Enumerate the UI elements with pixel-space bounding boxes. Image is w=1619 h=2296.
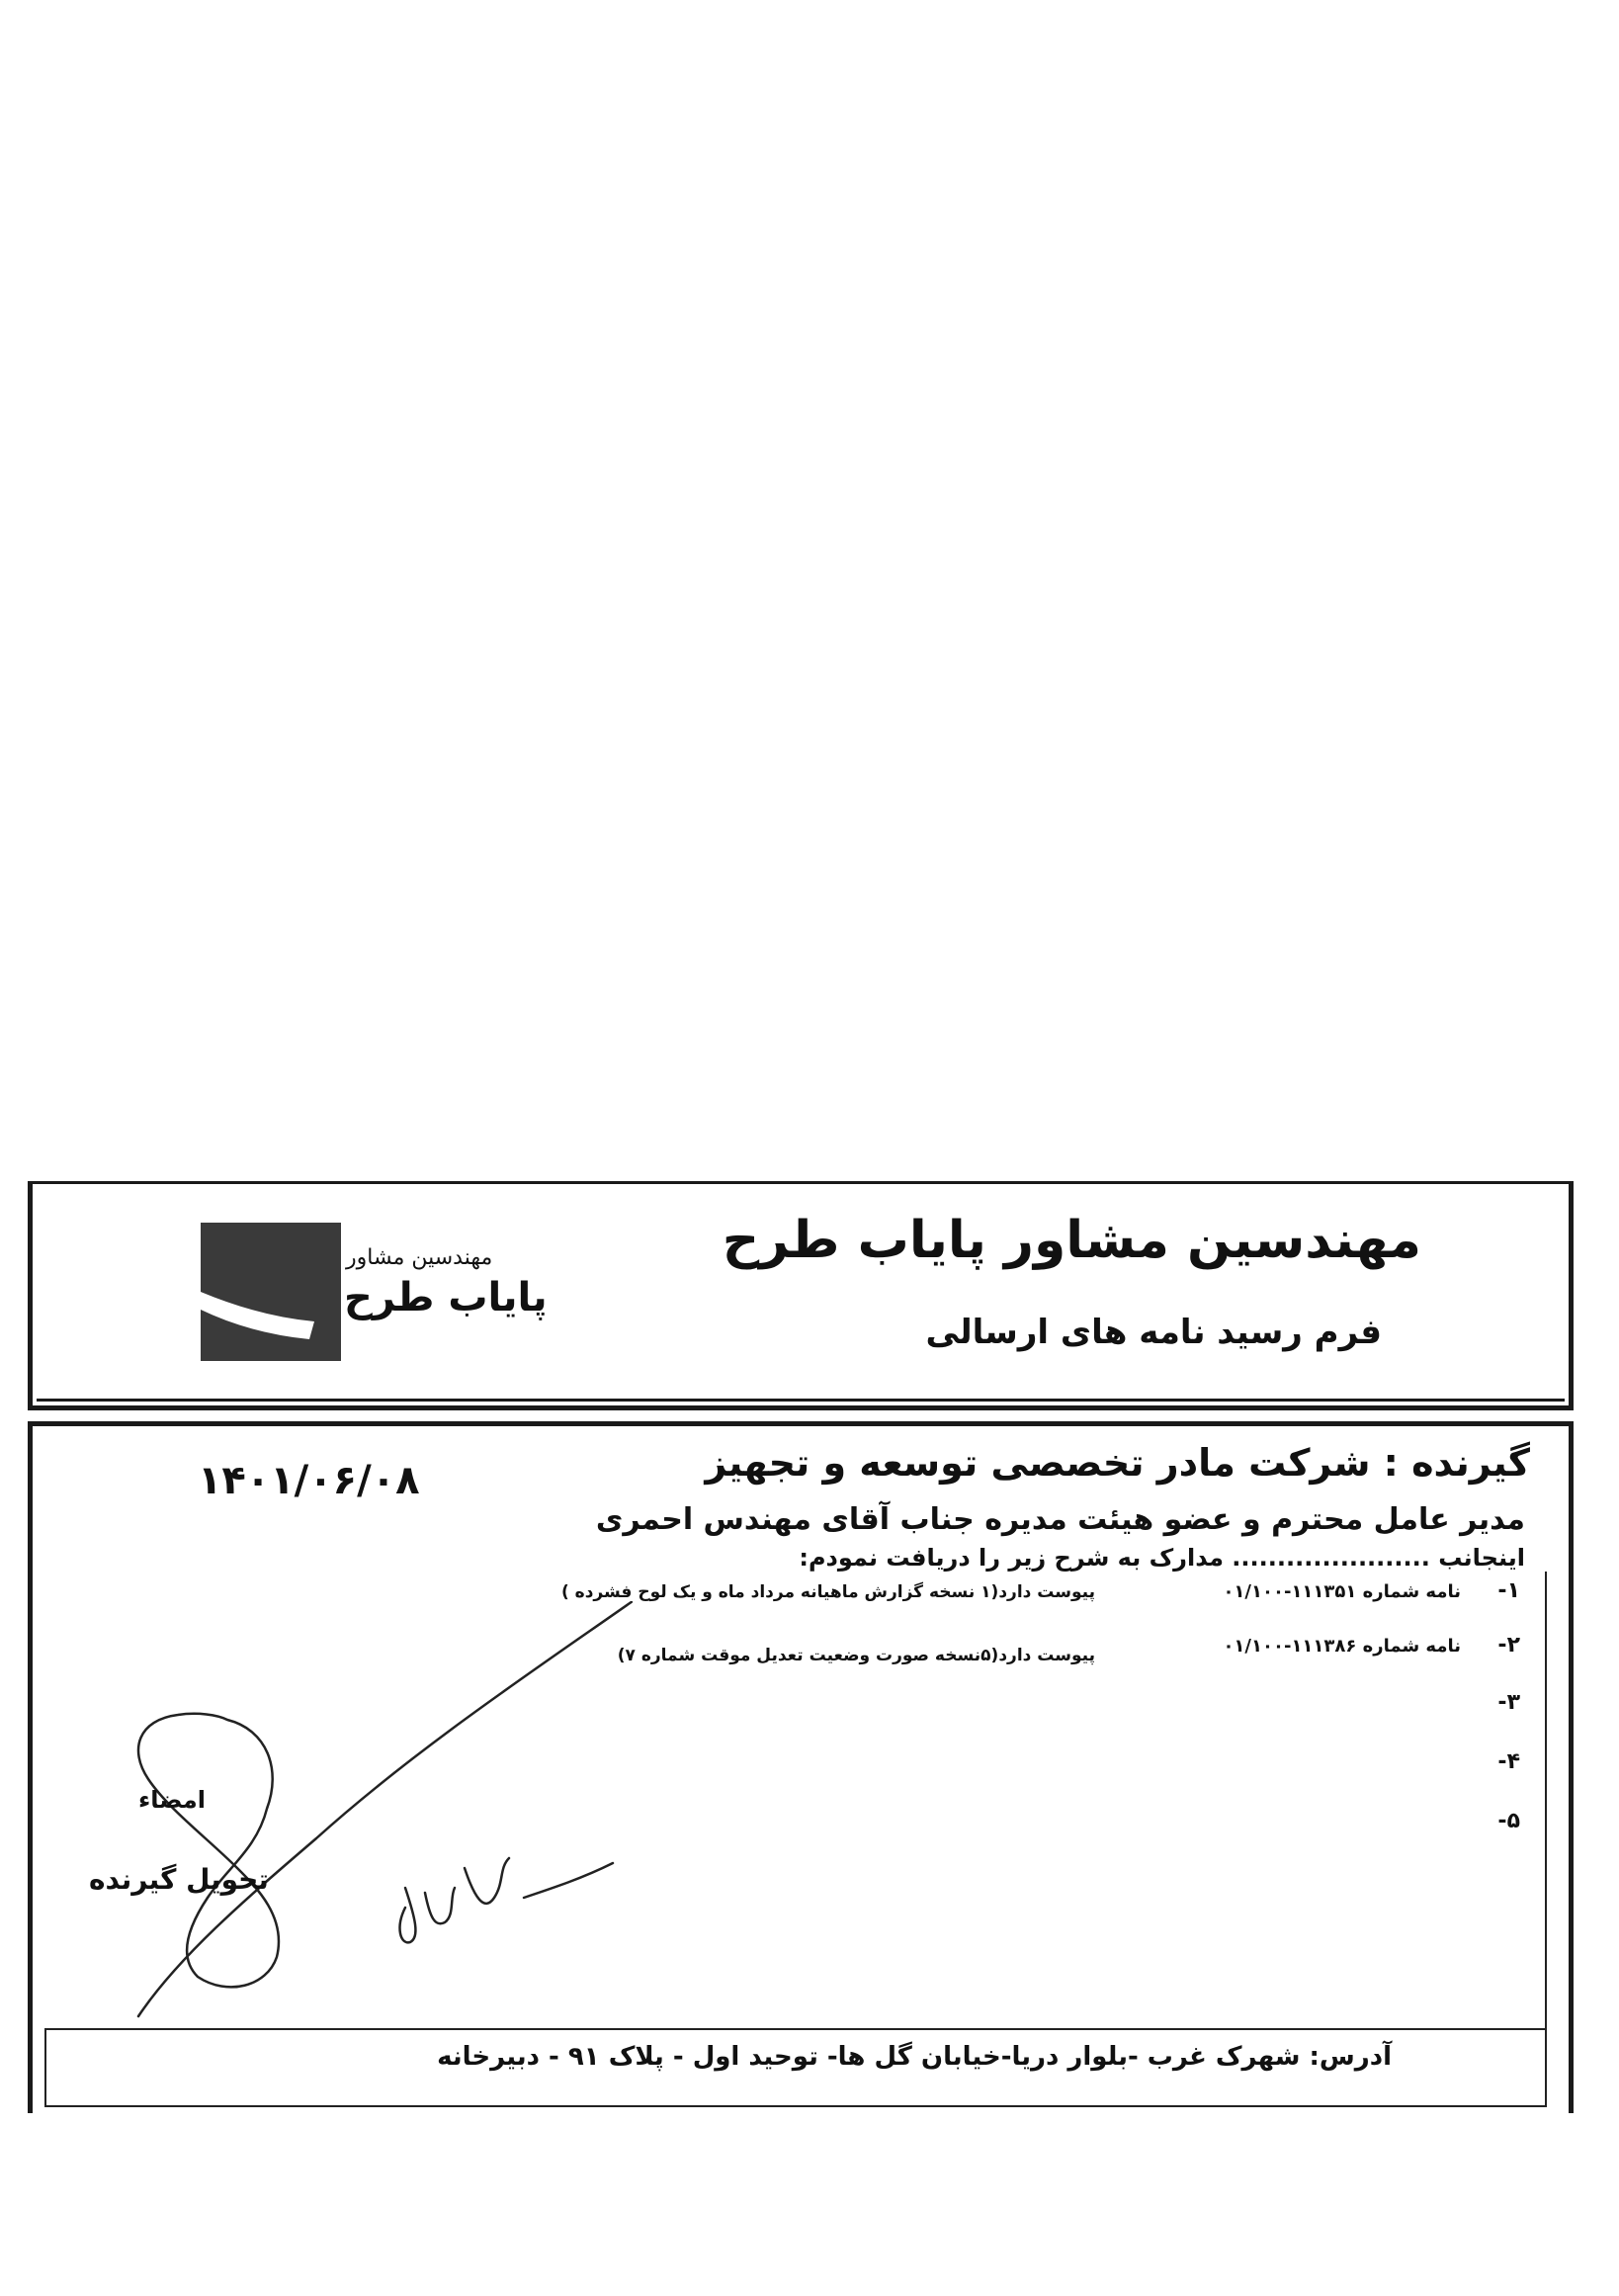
recipient-line: گیرنده : شرکت مادر تخصصی توسعه و تجهیز bbox=[705, 1441, 1530, 1485]
item-letter: نامه شماره ۱۱۱۳۵۱-۰۱/۱۰۰ bbox=[1223, 1581, 1461, 1602]
logo-text-small: مهندسین مشاور bbox=[346, 1245, 493, 1270]
form-title: فرم رسید نامه های ارسالی bbox=[925, 1313, 1382, 1352]
signature-scribble bbox=[119, 1601, 633, 2036]
addressee: مدیر عامل محترم و عضو هیئت مدیره جناب آقای مهندس احمری bbox=[595, 1502, 1525, 1537]
item-letter: نامه شماره ۱۱۱۳۸۶-۰۱/۱۰۰ bbox=[1223, 1636, 1461, 1657]
company-name: مهندسین مشاور پایاب طرح bbox=[722, 1211, 1421, 1270]
item-number: ۵- bbox=[1497, 1809, 1520, 1833]
item-number: ۱- bbox=[1497, 1578, 1520, 1603]
item-attachment: پیوست دارد(۵نسخه صورت وضعیت تعدیل موقت شماره ۷) bbox=[617, 1646, 1095, 1665]
item-number: ۲- bbox=[1497, 1633, 1520, 1658]
deliver-label: تحویل گیرنده bbox=[89, 1863, 269, 1896]
logo-text-big: پایاب طرح bbox=[344, 1275, 548, 1320]
sign-label: امضاء bbox=[138, 1786, 207, 1814]
item-number: ۳- bbox=[1497, 1690, 1520, 1715]
logo-mark bbox=[201, 1223, 341, 1361]
address: آدرس: شهرک غرب -بلوار دریا-خیابان گل ها- توحید اول - پلاک ۹۱ - دبیرخانه bbox=[437, 2042, 1392, 2072]
divider-line bbox=[1545, 1572, 1547, 2036]
date: ۱۴۰۱/۰۶/۰۸ bbox=[198, 1458, 420, 1503]
intro-line: اینجانب ...................... مدارک به شرح زیر را دریافت نمودم: bbox=[799, 1544, 1525, 1572]
item-number: ۴- bbox=[1497, 1749, 1520, 1774]
item-attachment: پیوست دارد(۱ نسخه گزارش ماهیانه مرداد ماه و یک لوح فشرده ) bbox=[560, 1582, 1095, 1602]
